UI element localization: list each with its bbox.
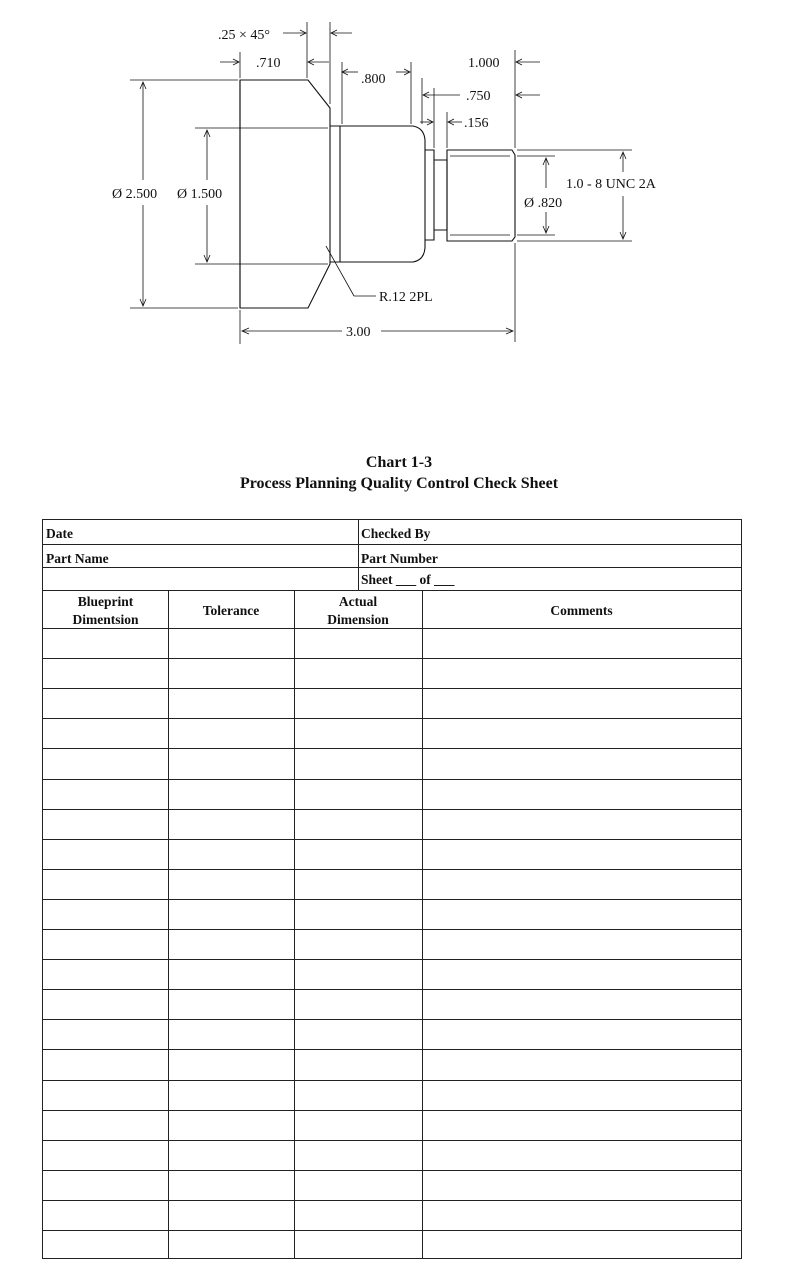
table-column-divider: [422, 590, 423, 1258]
date-label: Date: [46, 526, 73, 541]
table-row: [43, 1049, 741, 1050]
table-row: [43, 1080, 741, 1081]
table-row: [43, 1019, 741, 1020]
table-rule: [43, 544, 741, 545]
dim-156-label: .156: [464, 116, 489, 131]
part-name-label: Part Name: [46, 551, 109, 566]
table-row: [43, 779, 741, 780]
table-column-divider: [294, 590, 295, 1258]
table-row: [43, 1110, 741, 1111]
col-header-blueprint-dimension: [43, 593, 168, 629]
dim-800-label: .800: [361, 72, 386, 87]
chamfer-label: .25 × 45°: [218, 28, 270, 43]
table-row: [43, 989, 741, 990]
table-row: [43, 1170, 741, 1171]
thread-label: 1.0 - 8 UNC 2A: [566, 177, 656, 192]
col-header-comments: Comments: [550, 603, 613, 618]
table-row: [43, 628, 741, 629]
sheet-of-label: Sheet ___ of ___: [361, 572, 455, 587]
table-column-divider: [168, 590, 169, 1258]
table-row: [43, 718, 741, 719]
dim-710-label: .710: [256, 56, 281, 71]
col-header-line: Dimentsion: [72, 612, 139, 627]
part-drawing: [0, 0, 798, 400]
dia-1500-label: Ø 1.500: [177, 187, 223, 202]
table-row: [43, 748, 741, 749]
table-row: [43, 688, 741, 689]
table-row: [43, 839, 741, 840]
table-row: [43, 809, 741, 810]
checked-by-label: Checked By: [361, 526, 431, 541]
radius-label: R.12 2PL: [379, 290, 433, 305]
col-header-actual-dimension: [294, 593, 422, 629]
col-header-line: Blueprint: [77, 594, 134, 609]
table-row: [43, 869, 741, 870]
dia-2500-label: Ø 2.500: [112, 187, 158, 202]
length-300-label: 3.00: [346, 325, 371, 340]
table-row: [43, 658, 741, 659]
dim-1000-label: 1.000: [468, 56, 500, 71]
part-outline: [240, 80, 515, 308]
check-sheet-table: [42, 519, 742, 1259]
part-number-label: Part Number: [361, 551, 438, 566]
table-row: [43, 899, 741, 900]
table-rule: [43, 590, 741, 591]
table-rule: [358, 520, 359, 591]
table-row: [43, 1140, 741, 1141]
table-rule: [43, 567, 741, 568]
table-row: [43, 929, 741, 930]
col-header-line: Actual: [338, 594, 378, 609]
table-row: [43, 959, 741, 960]
table-row: [43, 1230, 741, 1231]
dim-750-label: .750: [466, 89, 491, 104]
col-header-tolerance: Tolerance: [202, 603, 260, 618]
chart-subtitle: Process Planning Quality Control Check Sheet: [239, 475, 559, 492]
table-row: [43, 1200, 741, 1201]
col-header-line: Dimension: [327, 612, 389, 627]
dia-820-label: Ø .820: [524, 196, 563, 211]
chart-title: Chart 1-3: [365, 454, 433, 471]
